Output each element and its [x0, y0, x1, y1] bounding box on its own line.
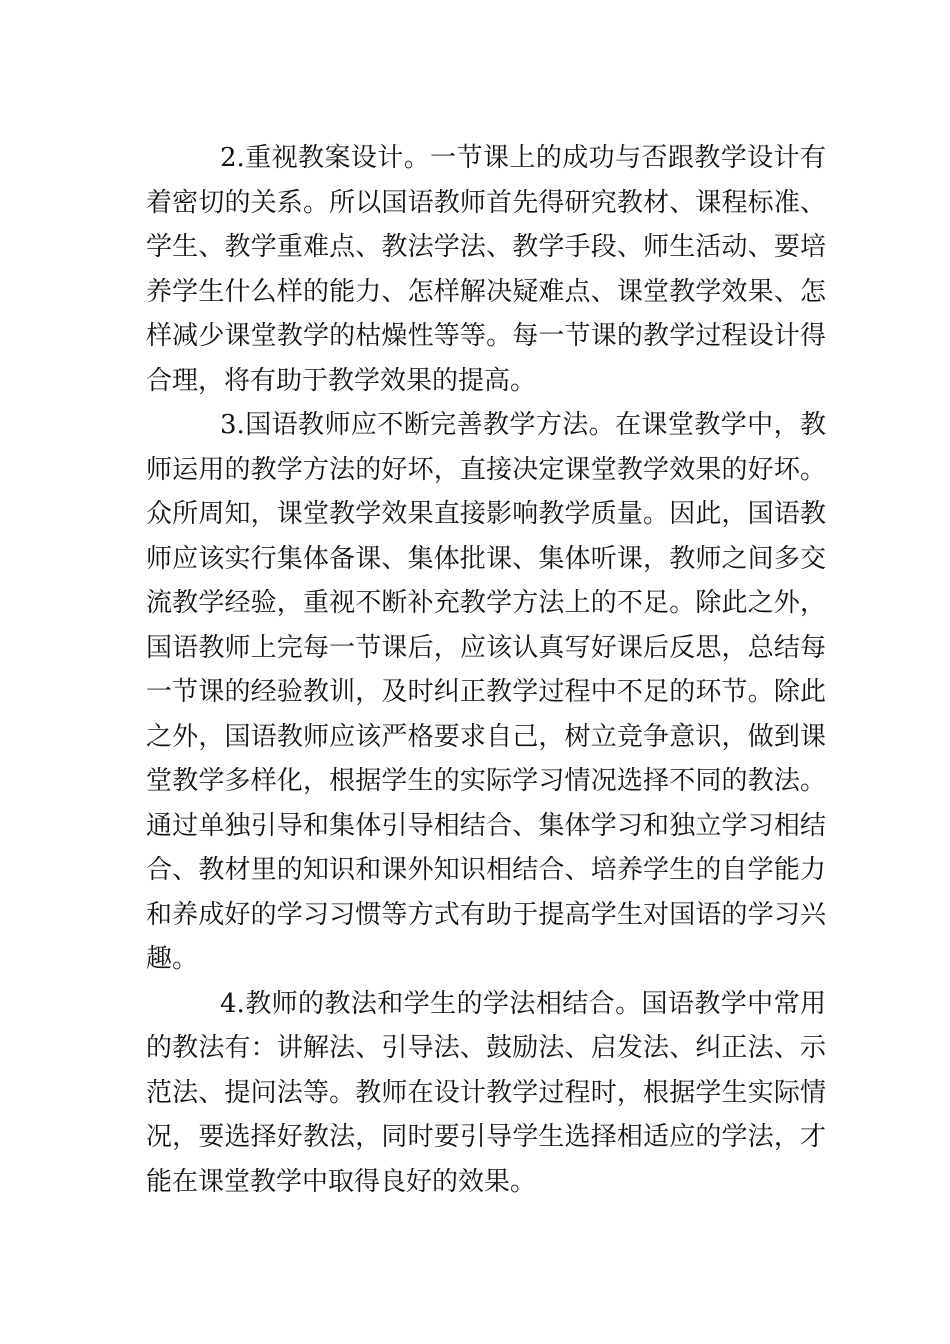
paragraph-item-4: 4.教师的教法和学生的学法相结合。国语教学中常用的教法有：讲解法、引导法、鼓励法、启发法、纠正法、示范法、提问法等。教师在设计教学过程时，根据学生实际情况，要选择好教法，同时要引导学生选择相适应的学法，才能在课堂教学中取得良好的效果。: [146, 988, 826, 1197]
document-body: [146, 136, 826, 1204]
paragraph-item-3: 3.国语教师应不断完善教学方法。在课堂教学中，教师运用的教学方法的好坏，直接决定课堂教学效果的好坏。众所周知，课堂教学效果直接影响教学质量。因此，国语教师应该实行集体备课、集体批课、集体听课，教师之间多交流教学经验，重视不断补充教学方法上的不足。除此之外，国语教师上完每一节课后，应该认真写好课后反思，总结每一节课的经验教训，及时纠正教学过程中不足的环节。除此之外，国语教师应该严格要求自己，树立竞争意识，做到课堂教学多样化，根据学生的实际学习情况选择不同的教法。通过单独引导和集体引导相结合、集体学习和独立学习相结合、教材里的知识和课外知识相结合、培养学生的自学能力和养成好的学习习惯等方式有助于提高学生对国语的学习兴趣。: [146, 410, 826, 974]
paragraph-item-2: 2.重视教案设计。一节课上的成功与否跟教学设计有着密切的关系。所以国语教师首先得研究教材、课程标准、学生、教学重难点、教法学法、教学手段、师生活动、要培养学生什么样的能力、怎样解决疑难点、课堂教学效果、怎样减少课堂教学的枯燥性等等。每一节课的教学过程设计得合理，将有助于教学效果的提高。: [146, 143, 826, 396]
